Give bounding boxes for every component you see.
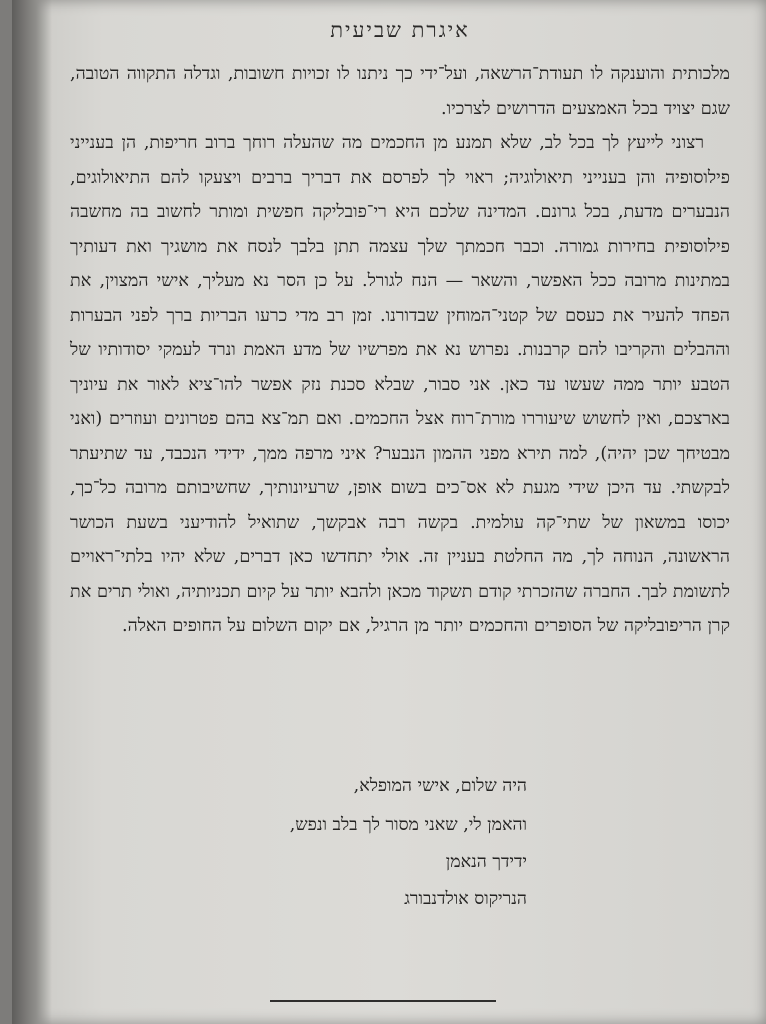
book-page	[12, 0, 766, 1024]
closing-line-1: היה שלום, אישי המופלא,	[353, 776, 527, 796]
closing-line-3: ידידך הנאמן	[445, 852, 527, 872]
book-spine-shadow	[12, 0, 52, 1024]
closing-line-2: והאמן לי, שאני מסור לך בלב ונפש,	[289, 815, 527, 835]
paragraph-2: רצוני לייעץ לך בכל לב, שלא תמנע מן החכמים מה שהעלה רוחך ברוב חריפות, הן בענייני פילוסופיה והן בענייני תיאולוגיה; ראוי לך לפרסם את דבריך ברבים ויצעקו להם התיאולוגים, הנבערים מדעת, בכל גרונם. המדינה שלכם היא רי־פובליקה חפשית ומותר לחשוב בה מחשבה פילוסופית בחירות גמורה. וכבר חכמתך שלך עצמה תתן בלבך לנסח את מושגיך ואת דעותיך במתינות מרובה ככל האפשר, והשאר — הנח לגורל. על כן הסר נא מעליך, אישי המצוין, את הפחד להעיר את כעסם של קטני־המוחין שבדורנו. זמן רב מדי כרעו הבריות ברך לפני הבערות וההבלים והקריבו להם קרבנות. נפרוש נא את מפרשיו של מדע האמת ונרד לעמקי יסודותיו של הטבע יותר ממה שעשו עד כאן. אני סבור, שבלא סכנת נזק אפשר להו־ציא לאור את עיוניך בארצכם, ואין לחשוש שיעוררו מורת־רוח אצל החכמים. ואם תמ־צא בהם פטרונים ועוזרים (ואני מבטיחך שכן יהיה), למה תירא מפני ההמון הנבער? איני מרפה ממך, ידידי הנכבד, עד שתיעתר לבקשתי. עד היכן שידי מגעת לא אס־כים בשום אופן, שרעיונותיך, שחשיבותם מרובה כל־כך, יכוסו במשאון של שתי־קה עולמית. בקשה רבה אבקשך, שתואיל להודיעני בשעת הכושר הראשונה, הנוחה לך, מה החלטת בעניין זה. אולי יתחדשו כאן דברים, שלא יהיו בלתי־ראויים לתשומת לבך. החברה שהזכרתי קודם תשקוד מכאן ולהבא יותר על קיום תכניותיה, ואולי תרים את קרן הריפובליקה של הסופרים והחכמים יותר מן הרגיל, אם יקום השלום על החופים האלה.	[70, 133, 730, 636]
letter-title: איגרת שביעית	[330, 18, 470, 42]
footnote-rule	[270, 1000, 496, 1002]
letter-body	[70, 18, 730, 644]
signature: הנריקוס אולדנבורג	[404, 889, 527, 909]
paragraph-1: מלכותית והוענקה לו תעודת־הרשאה, ועל־ידי כך ניתנו לו זכויות חשובות, וגדלה התקווה הטובה, שגם יצויד בכל האמצעים הדרושים לצרכיו.	[70, 64, 730, 119]
